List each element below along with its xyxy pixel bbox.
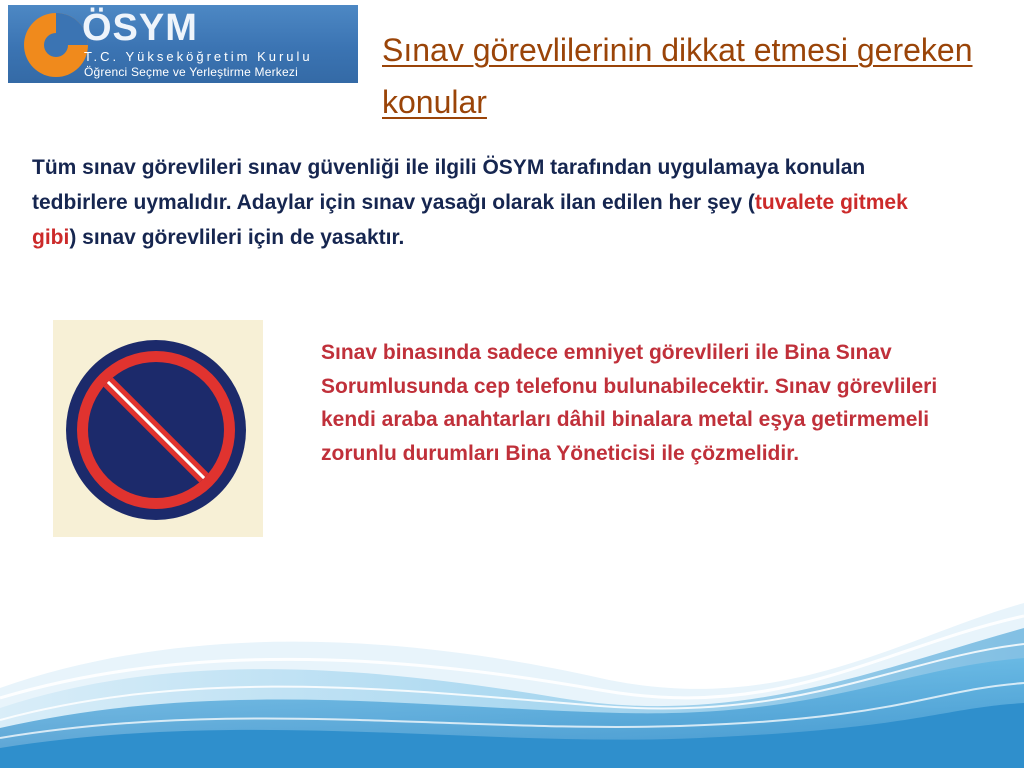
page-title-text: Sınav görevlilerinin dikkat etmesi gereken konular — [382, 32, 973, 120]
logo-subtitle-2: Öğrenci Seçme ve Yerleştirme Merkezi — [84, 65, 298, 79]
logo-subtitle-1: T.C. Yükseköğretim Kurulu — [84, 49, 313, 64]
intro-text-2: ) sınav görevlileri için de yasaktır. — [69, 226, 405, 249]
prohibition-sign-image — [53, 320, 263, 537]
no-entry-prohibition-sign-icon — [53, 320, 263, 537]
page-title — [382, 24, 1022, 128]
intro-paragraph — [32, 150, 912, 255]
intro-highlight: tuvalete gitmek gibi — [32, 191, 908, 249]
blue-wave-decoration — [0, 598, 1024, 768]
intro-text-1: Tüm sınav görevlileri sınav güvenliği ile ilgili ÖSYM tarafından uygulamaya konulan tedbirlere uymalıdır. Adaylar için sınav yasağı olarak ilan edilen her şey ( — [32, 156, 866, 214]
osym-logo — [8, 5, 358, 83]
logo-name: ÖSYM — [82, 7, 198, 49]
osym-circle-logo-icon — [22, 11, 90, 79]
note-paragraph: Sınav binasında sadece emniyet görevlileri ile Bina Sınav Sorumlusunda cep telefonu bulunabilecektir. Sınav görevlileri kendi araba anahtarları dâhil binalara metal eşya getirmemeli zorunlu durumları Bina Yöneticisi ile çözmelidir. — [321, 341, 938, 465]
